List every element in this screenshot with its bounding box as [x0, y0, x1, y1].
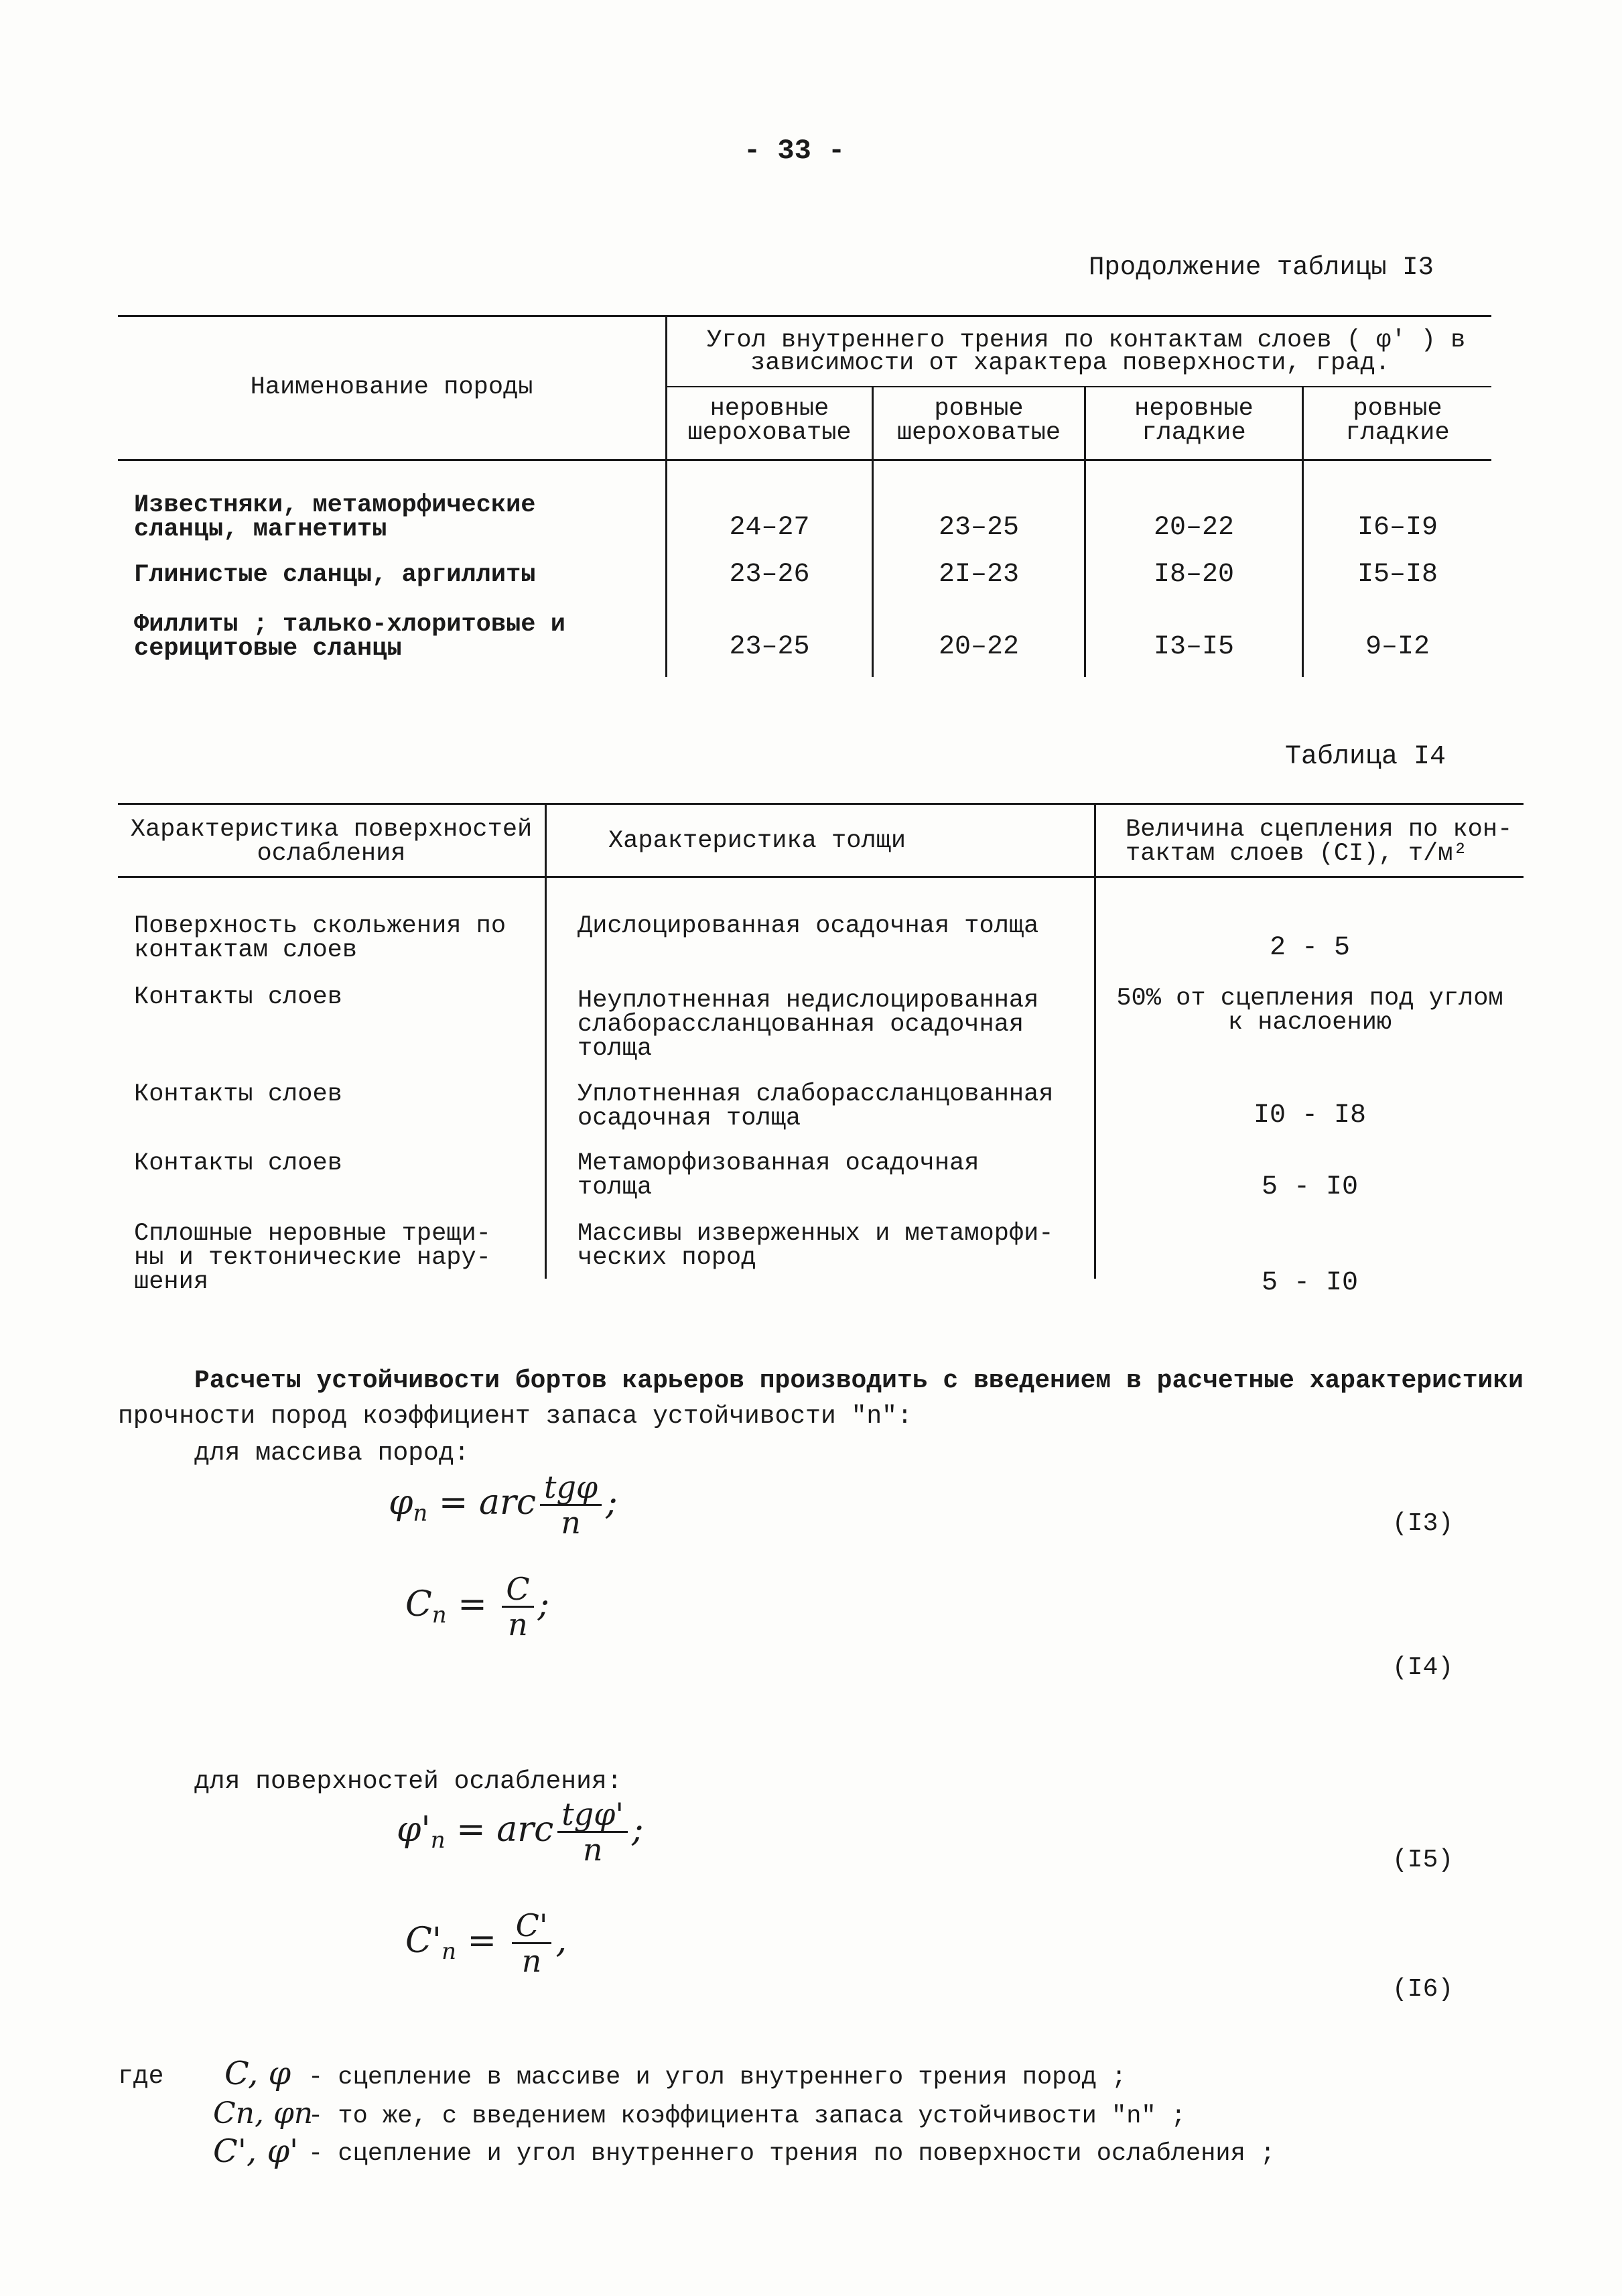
legend-symbol: C', φ' — [213, 2132, 299, 2170]
formula-tail: ; — [632, 1809, 644, 1850]
cell-line: Контакты слоев — [134, 983, 342, 1011]
table13-subheader-rule — [667, 386, 1491, 387]
formula-numerator: C — [502, 1574, 533, 1608]
formula-fraction — [540, 1469, 602, 1541]
table13-value: 23–25 — [938, 513, 1020, 543]
table14-row-surface — [134, 1222, 491, 1294]
subheader-line: неровные — [709, 395, 829, 423]
paragraph-line-1: Расчеты устойчивости бортов карьеров производить с введением в расчетные характеристики — [194, 1366, 1524, 1395]
subheader-line: гладкие — [1142, 419, 1246, 447]
cell-line: Массивы изверженных и метаморфи- — [578, 1220, 1054, 1248]
cell-line: Контакты слоев — [134, 1080, 342, 1108]
table14-header-col2: Характеристика толщи — [608, 827, 906, 855]
where-label: где — [118, 2062, 164, 2091]
legend-text: - сцепление и угол внутреннего трения по поверхности ослабления ; — [308, 2140, 1276, 2168]
cell-line: слаборассланцованная осадочная — [578, 1011, 1024, 1039]
table14-header-col1 — [118, 818, 545, 866]
table13-group-header-line1: Угол внутреннего трения по контактам слоев ( φ' ) в — [707, 326, 1466, 355]
table14-row-stratum — [578, 1082, 1054, 1131]
formula-denominator: n — [508, 1606, 528, 1643]
cell-line: 50% от сцепления под углом — [1116, 984, 1503, 1013]
formula-lhs: C' — [405, 1921, 442, 1961]
formula-sub: n — [431, 1602, 447, 1629]
table13-value: I8–20 — [1153, 560, 1235, 590]
formula-denominator: n — [521, 1943, 542, 1979]
subheader-line: ровные — [934, 395, 1024, 423]
formula-numerator: tgφ — [540, 1472, 602, 1506]
header-line: тактам слоев (CI), т/м² — [1126, 840, 1468, 868]
table13-value: 2I–23 — [938, 560, 1020, 590]
cell-line: Сплошные неровные трещи- — [134, 1220, 491, 1248]
table14-row-surface — [134, 985, 342, 1009]
cell-line: шения — [134, 1268, 209, 1296]
row-label-line: сланцы, магнетиты — [134, 515, 387, 544]
table14-row-cohesion: 2 - 5 — [1269, 933, 1351, 963]
cell-line: Дислоцированная осадочная толща — [578, 912, 1039, 940]
table13-value: I6–I9 — [1357, 513, 1438, 543]
legend-symbol: Cn, φn — [213, 2096, 314, 2130]
formula-13-number: (I3) — [1392, 1509, 1454, 1538]
cell-line: осадочная толща — [578, 1104, 801, 1133]
formula-lhs: C — [405, 1584, 432, 1624]
formula-sub: n — [430, 1827, 446, 1854]
table14-row-stratum — [578, 914, 1038, 938]
header-line: Величина сцепления по кон- — [1126, 816, 1513, 844]
subheader-line: шероховатые — [896, 419, 1061, 447]
formula-func: = arc — [456, 1809, 554, 1850]
table14-header-rule — [118, 876, 1524, 878]
table14-row-surface — [134, 1151, 342, 1175]
formula-denominator: n — [561, 1505, 581, 1541]
subheader-line: гладкие — [1345, 419, 1450, 447]
formula-15 — [397, 1796, 644, 1868]
subheader-line: ровные — [1353, 395, 1442, 423]
table14-header-col3 — [1126, 818, 1512, 866]
table13-top-rule — [118, 315, 1491, 317]
table13-row-label — [134, 491, 536, 544]
table13-value: 20–22 — [938, 632, 1020, 662]
formula-denominator: n — [582, 1832, 603, 1868]
table14-row-cohesion: 5 - I0 — [1261, 1268, 1359, 1298]
formula-15-number: (I5) — [1392, 1846, 1454, 1874]
row-label-line: Глинистые сланцы, аргиллиты — [134, 561, 536, 589]
table13-value: I5–I8 — [1357, 560, 1438, 590]
cell-line: толща — [578, 1173, 653, 1202]
formula-tail: ; — [537, 1584, 550, 1624]
table13-subheader-4 — [1304, 397, 1491, 445]
formula-fraction — [557, 1796, 628, 1868]
table13-value: 23–26 — [729, 560, 810, 590]
cell-line: Поверхность скольжения по — [134, 912, 506, 940]
formula-fraction — [502, 1571, 533, 1643]
table13-value: 23–25 — [729, 632, 810, 662]
cell-line: Неуплотненная недислоцированная — [578, 986, 1039, 1015]
formula-16: $C'_n$ = $\frac{C'}{n}$ , — [405, 1907, 567, 1979]
legend-text: - сцепление в массиве и угол внутреннего трения пород ; — [308, 2063, 1127, 2092]
table13-subheader-1 — [667, 397, 872, 445]
formula-13 — [389, 1469, 618, 1541]
formula-func: = arc — [438, 1482, 536, 1523]
header-line: ослабления — [257, 840, 406, 868]
table13-continuation-label: Продолжение таблицы I3 — [1089, 253, 1434, 282]
table14-row-stratum — [578, 1151, 979, 1200]
formula-fraction — [512, 1907, 552, 1979]
formula-tail: , — [555, 1921, 567, 1961]
cell-line: Контакты слоев — [134, 1149, 342, 1177]
table13-value: I3–I5 — [1153, 632, 1235, 662]
massif-label: для массива пород: — [194, 1439, 470, 1468]
header-line: Характеристика поверхностей — [130, 816, 533, 844]
cell-line: ческих пород — [578, 1244, 756, 1272]
formula-14-number: (I4) — [1392, 1653, 1454, 1682]
table14-top-rule — [118, 803, 1524, 805]
table13-value: 24–27 — [729, 513, 810, 543]
table14-vline-1 — [545, 803, 547, 1279]
table13-row-label — [134, 613, 565, 661]
table14-row-surface — [134, 1082, 342, 1106]
formula-tail: ; — [606, 1482, 618, 1523]
table13-header-rule — [118, 459, 1491, 461]
formula-lhs: φ — [389, 1482, 413, 1523]
formula-numerator: C' — [512, 1910, 552, 1944]
table14-row-cohesion — [1096, 986, 1524, 1035]
weak-surfaces-label: для поверхностей ослабления: — [194, 1767, 622, 1796]
formula-14: $C_n$ = $\frac{C}{n}$ ; — [405, 1571, 550, 1643]
formula-sub: n — [413, 1500, 428, 1527]
table13-subheader-3 — [1086, 397, 1302, 445]
subheader-line: неровные — [1134, 395, 1254, 423]
table13-value: 20–22 — [1153, 513, 1235, 543]
row-label-line: Известняки, метаморфические — [134, 491, 536, 519]
table13-row-label — [134, 563, 536, 587]
table14-row-surface — [134, 914, 506, 962]
page-number: - 33 - — [744, 135, 846, 167]
cell-line: к наслоению — [1227, 1009, 1392, 1037]
table13-rock-header: Наименование породы — [250, 373, 533, 401]
cell-line: контактам слоев — [134, 936, 358, 964]
cell-line: Уплотненная слаборассланцованная — [578, 1080, 1054, 1108]
paragraph-line-2: прочности пород коэффициент запаса устойчивости "n": — [118, 1402, 913, 1431]
table14-vline-2 — [1094, 803, 1096, 1279]
legend-symbol: C, φ — [224, 2055, 291, 2092]
formula-numerator: tgφ' — [557, 1799, 628, 1833]
cell-line: толща — [578, 1035, 653, 1063]
row-label-line: серицитовые сланцы — [134, 635, 402, 663]
table13-group-header-line2: зависимости от характера поверхности, град. — [750, 349, 1390, 377]
table14-title: Таблица I4 — [1285, 742, 1446, 772]
table14-row-cohesion: 5 - I0 — [1261, 1172, 1359, 1202]
cell-line: Метаморфизованная осадочная — [578, 1149, 979, 1177]
cell-line: ны и тектонические нару- — [134, 1244, 491, 1272]
formula-lhs: φ' — [397, 1809, 431, 1850]
table14-row-stratum — [578, 988, 1038, 1061]
row-label-line: Филлиты ; талько-хлоритовые и — [134, 611, 565, 639]
table13-value: 9–I2 — [1365, 632, 1430, 662]
table13-subheader-2 — [874, 397, 1084, 445]
formula-sub: n — [442, 1938, 456, 1965]
legend-text: - то же, с введением коэффициента запаса устойчивости "n" ; — [308, 2102, 1187, 2130]
formula-16-number: (I6) — [1392, 1975, 1454, 2004]
table13-vline-1 — [665, 315, 667, 677]
subheader-line: шероховатые — [687, 419, 852, 447]
table14-row-cohesion: I0 - I8 — [1253, 1100, 1367, 1131]
table14-row-stratum — [578, 1222, 1054, 1270]
